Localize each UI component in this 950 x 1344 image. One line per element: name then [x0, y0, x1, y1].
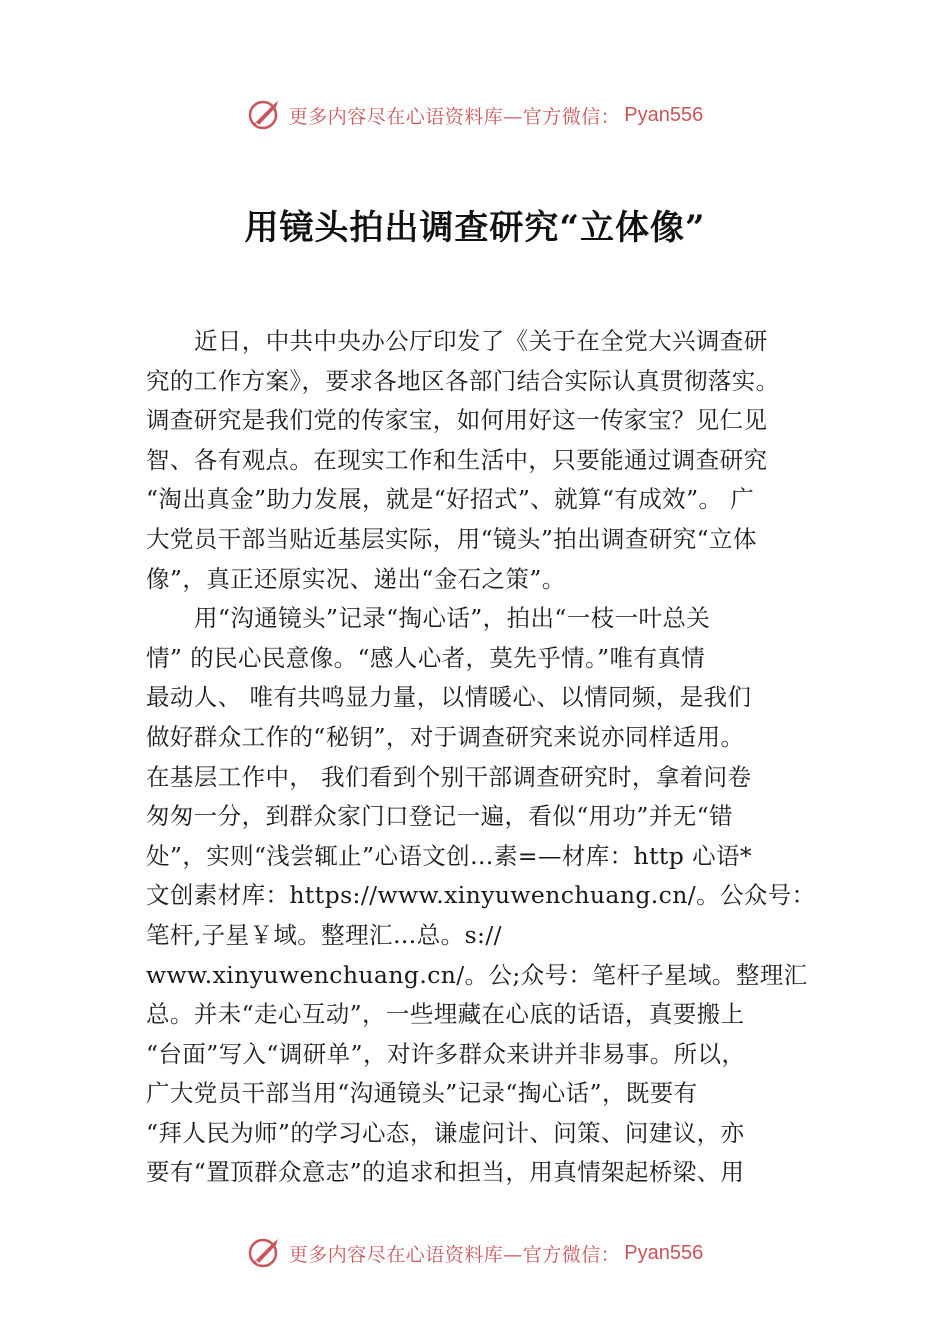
text-line: 在基层工作中， 我们看到个别干部调查研究时，拿着问卷 [146, 762, 752, 791]
text-line: 用“沟通镜头”记录“掏心话”，拍出“一枝一叶总关 [194, 604, 711, 633]
text-line: 笔杆,子星￥域。整理汇…总。s:// [146, 920, 502, 949]
text-line: 近日，中共中央办公厅印发了《关于在全党大兴调查研 [194, 327, 768, 355]
pen-logo-icon [247, 1235, 283, 1271]
page-header-banner [0, 95, 950, 135]
text-line: 大党员干部当贴近基层实际，用“镜头”拍出调查研究“立体 [146, 524, 757, 553]
text-line: 究的工作方案》，要求各地区各部门结合实际认真贯彻落实。 [146, 366, 780, 395]
text-line: 要有“置顶群众意志”的追求和担当，用真情架起桥梁、用 [146, 1158, 745, 1187]
text-line: 智、各有观点。在现实工作和生活中，只要能通过调查研究 [146, 445, 768, 474]
text-line: 做好群众工作的“秘钥”，对于调查研究来说亦同样适用。 [146, 722, 745, 751]
text-line: 文创素材库：https://www.xinyuwenchuang.cn/。公众号： [146, 881, 816, 910]
document-title: 用镜头拍出调查研究“立体像” [244, 208, 706, 248]
text-line: 最动人、 唯有共鸣显力量，以情暖心、以情同频，是我们 [146, 683, 752, 712]
article-body [146, 322, 826, 1193]
page-footer-banner [0, 1233, 950, 1273]
banner-text: 更多内容尽在心语资料库—官方微信： [288, 105, 621, 128]
text-line: www.xinyuwenchuang.cn/。公;众号：笔杆子星域。整理汇 [146, 960, 808, 989]
text-line: 广大党员干部当用“沟通镜头”记录“掏心话”，既要有 [146, 1079, 698, 1108]
text-line: 匆匆一分，到群众家门口登记一遍，看似“用功”并无“错 [146, 802, 733, 831]
banner-wechat-id: Pyan556 [624, 103, 704, 126]
pen-logo-icon [247, 97, 283, 133]
text-line: 情” 的民心民意像。“感人心者，莫先乎情。”唯有真情 [146, 643, 706, 672]
text-line: 总。并未“走心互动”，一些埋藏在心底的话语，真要搬上 [146, 1000, 745, 1029]
text-line: “台面”写入“调研单”，对许多群众来讲并非易事。所以， [146, 1039, 746, 1068]
banner-wechat-id: Pyan556 [624, 1241, 704, 1264]
text-line: “拜人民为师”的学习心态，谦虚问计、问策、问建议，亦 [146, 1118, 745, 1147]
text-line: 调查研究是我们党的传家宝，如何用好这一传家宝？见仁见 [146, 406, 768, 435]
text-line: 处”，实则“浅尝辄止”心语文创…素=—材库：http 心语* [146, 841, 753, 870]
banner-text: 更多内容尽在心语资料库—官方微信： [288, 1243, 621, 1266]
text-line: 像”，真正还原实况、递出“金石之策”。 [146, 564, 566, 593]
text-line: “淘出真金”助力发展，就是“好招式”、就算“有成效”。 广 [146, 485, 755, 514]
